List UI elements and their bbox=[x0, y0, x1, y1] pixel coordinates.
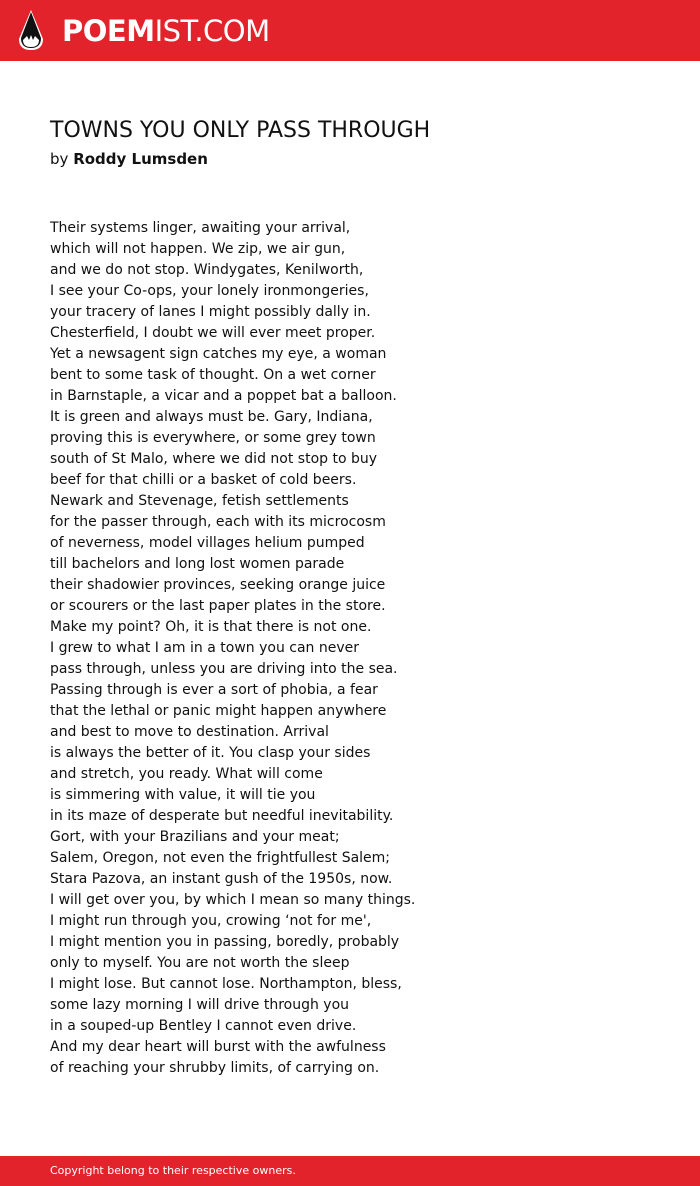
poem-line: proving this is everywhere, or some grey town bbox=[50, 430, 376, 446]
poem-line: that the lethal or panic might happen anywhere bbox=[50, 703, 387, 719]
poem-line: I might run through you, crowing ‘not for me', bbox=[50, 913, 372, 929]
site-header bbox=[0, 0, 700, 61]
poem-line: for the passer through, each with its microcosm bbox=[50, 514, 386, 530]
poem-line: your tracery of lanes I might possibly dally in. bbox=[50, 304, 371, 320]
poem-line: I will get over you, by which I mean so many things. bbox=[50, 892, 416, 908]
poem-line: only to myself. You are not worth the sleep bbox=[50, 955, 350, 971]
poem-line: in a souped-up Bentley I cannot even drive. bbox=[50, 1018, 357, 1034]
poem-line: Yet a newsagent sign catches my eye, a woman bbox=[50, 346, 387, 362]
poem-line: I grew to what I am in a town you can never bbox=[50, 640, 360, 656]
copyright-notice: Copyright belong to their respective owners. bbox=[50, 1164, 296, 1177]
poem-line: Salem, Oregon, not even the frightfullest Salem; bbox=[50, 850, 391, 866]
poem-line: pass through, unless you are driving into the sea. bbox=[50, 661, 398, 677]
poem-line: Gort, with your Brazilians and your meat; bbox=[50, 829, 340, 845]
pen-nib-icon bbox=[18, 9, 44, 51]
poem-line: and best to move to destination. Arrival bbox=[50, 724, 329, 740]
poem-line: Chesterfield, I doubt we will ever meet proper. bbox=[50, 325, 376, 341]
poem-line: Stara Pazova, an instant gush of the 1950s, now. bbox=[50, 871, 393, 887]
poem-line: their shadowier provinces, seeking orange juice bbox=[50, 577, 386, 593]
poem-line: is simmering with value, it will tie you bbox=[50, 787, 316, 803]
site-logo-link[interactable] bbox=[62, 11, 270, 51]
poem-line: Their systems linger, awaiting your arrival, bbox=[50, 220, 351, 236]
poem-line: beef for that chilli or a basket of cold beers. bbox=[50, 472, 357, 488]
poem-title: TOWNS YOU ONLY PASS THROUGH bbox=[50, 118, 431, 143]
poem-line: bent to some task of thought. On a wet corner bbox=[50, 367, 376, 383]
site-footer bbox=[0, 1156, 700, 1186]
poem-line: till bachelors and long lost women parade bbox=[50, 556, 345, 572]
poem-line: is always the better of it. You clasp your sides bbox=[50, 745, 371, 761]
poem-byline bbox=[50, 148, 208, 170]
poem-line: which will not happen. We zip, we air gun, bbox=[50, 241, 346, 257]
poem-line: It is green and always must be. Gary, Indiana, bbox=[50, 409, 373, 425]
poem-body bbox=[50, 218, 415, 1079]
poem-line: south of St Malo, where we did not stop to buy bbox=[50, 451, 378, 467]
poem-line: I might lose. But cannot lose. Northampton, bless, bbox=[50, 976, 402, 992]
poem-line: of neverness, model villages helium pumped bbox=[50, 535, 365, 551]
poem-line: Passing through is ever a sort of phobia, a fear bbox=[50, 682, 378, 698]
logo-text-bold: POEM bbox=[62, 14, 155, 48]
poem-author: Roddy Lumsden bbox=[73, 150, 208, 168]
poem-line: or scourers or the last paper plates in the store. bbox=[50, 598, 386, 614]
poem-line: and stretch, you ready. What will come bbox=[50, 766, 323, 782]
poem-line: in its maze of desperate but needful inevitability. bbox=[50, 808, 394, 824]
logo-text-light: IST.COM bbox=[154, 14, 270, 48]
poem-line: of reaching your shrubby limits, of carrying on. bbox=[50, 1060, 380, 1076]
poem-line: some lazy morning I will drive through you bbox=[50, 997, 350, 1013]
poem-line: and we do not stop. Windygates, Kenilworth, bbox=[50, 262, 364, 278]
poem-line: I might mention you in passing, boredly, probably bbox=[50, 934, 400, 950]
poem-line: in Barnstaple, a vicar and a poppet bat a balloon. bbox=[50, 388, 397, 404]
poem-line: And my dear heart will burst with the awfulness bbox=[50, 1039, 386, 1055]
poem-line: I see your Co-ops, your lonely ironmongeries, bbox=[50, 283, 369, 299]
by-label: by bbox=[50, 150, 69, 168]
poem-line: Newark and Stevenage, fetish settlements bbox=[50, 493, 349, 509]
poem-line: Make my point? Oh, it is that there is not one. bbox=[50, 619, 372, 635]
